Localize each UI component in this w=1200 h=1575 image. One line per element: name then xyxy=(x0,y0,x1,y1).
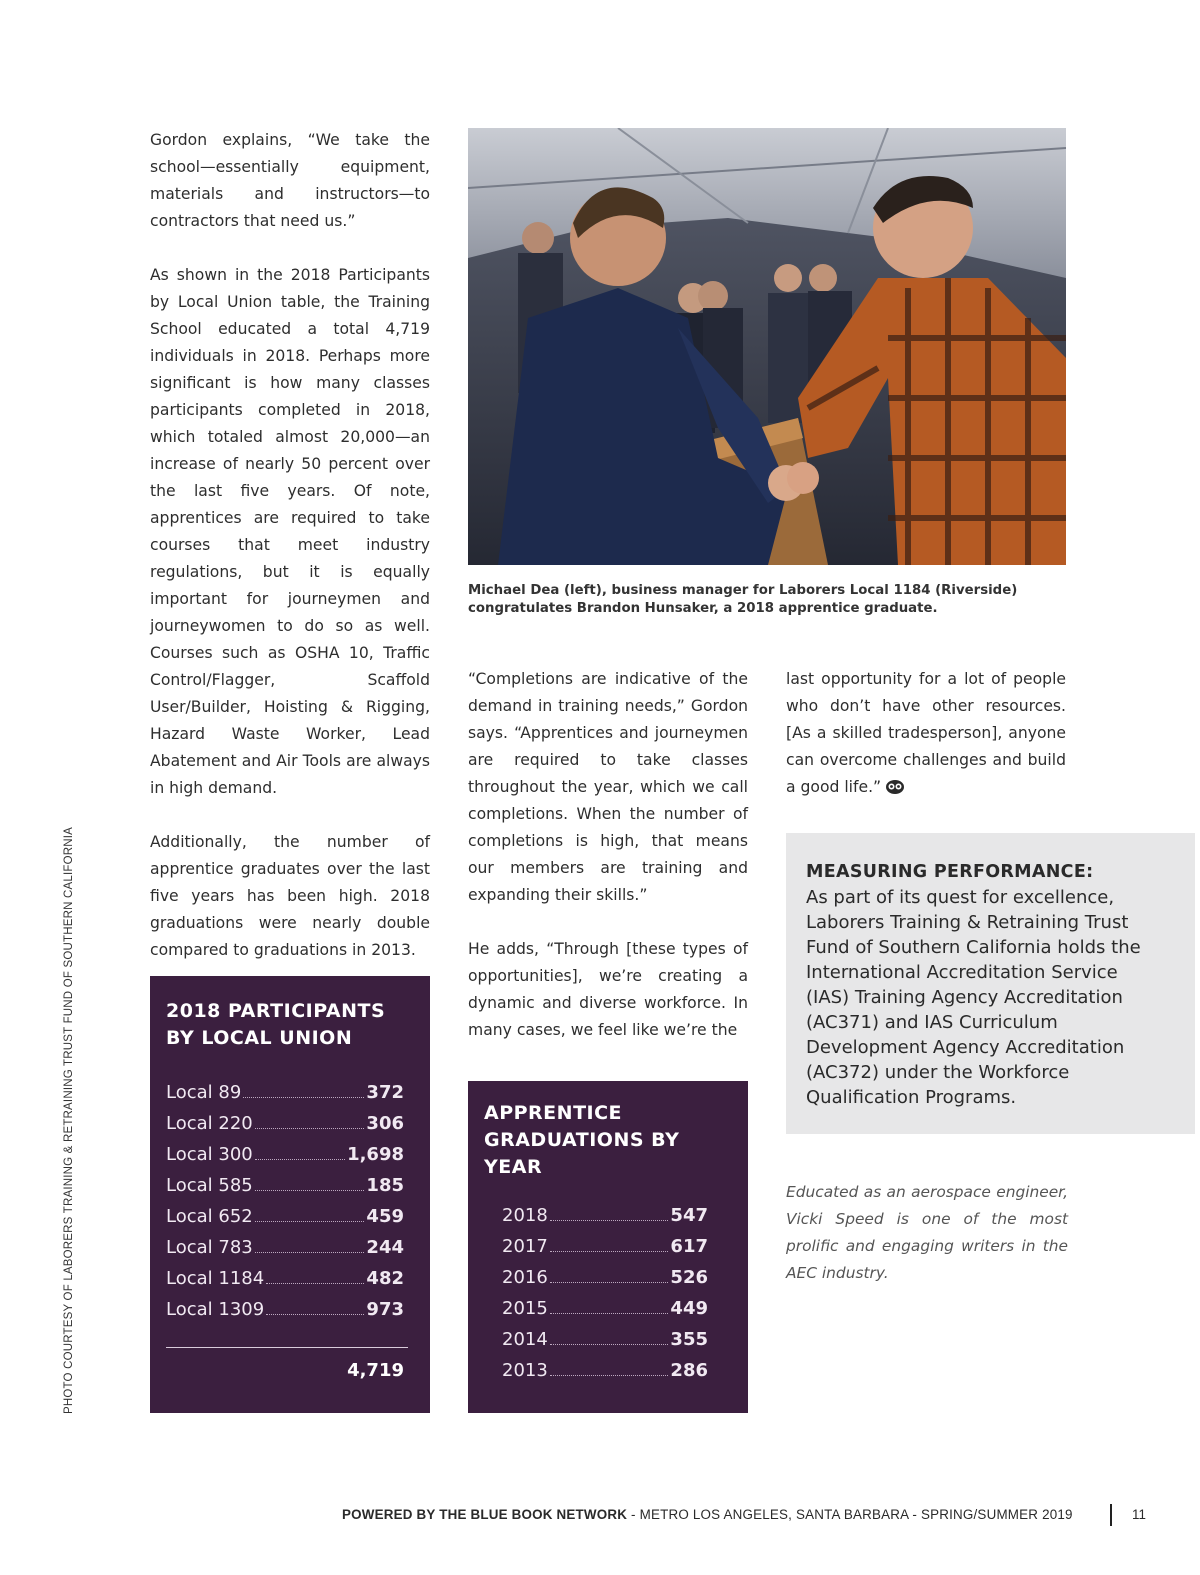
stat-value: 526 xyxy=(670,1267,708,1288)
article-column-3 xyxy=(786,666,1066,801)
dot-leader xyxy=(550,1282,669,1283)
stat-value: 547 xyxy=(670,1205,708,1226)
measuring-heading: MEASURING PERFORMANCE: xyxy=(806,862,1094,882)
footer xyxy=(342,1507,1090,1522)
stat-row xyxy=(502,1298,708,1329)
stat-value: 973 xyxy=(366,1299,404,1320)
stat-row xyxy=(166,1299,404,1330)
participants-total: 4,719 xyxy=(347,1360,404,1381)
stat-value: 1,698 xyxy=(347,1144,404,1165)
stat-row xyxy=(166,1206,404,1237)
article-paragraph: Gordon explains, “We take the school—essentially equipment, materials and instructors—to contractors that need us.” xyxy=(150,131,430,230)
stat-value: 372 xyxy=(366,1082,404,1103)
photo-illustration xyxy=(468,128,1066,565)
article-paragraph: “Completions are indicative of the demand in training needs,” Gordon says. “Apprentices and journeymen are required to take classes throughout the year, which we call completions. When the number of completions is high, that means our members are training and expanding their skills.” xyxy=(468,670,748,904)
stat-row xyxy=(502,1267,708,1298)
stat-value: 244 xyxy=(366,1237,404,1258)
article-paragraph-text: last opportunity for a lot of people who don’t have other resources. [As a skilled tradesperson], anyone can overcome challenges and build a good life.” xyxy=(786,670,1066,796)
stat-row xyxy=(166,1113,404,1144)
participants-list xyxy=(166,1082,404,1330)
stat-row xyxy=(166,1082,404,1113)
article-paragraph: As shown in the 2018 Participants by Local Union table, the Training School educated a total 4,719 individuals in 2018. Perhaps more significant is how many classes participants completed in 2018, which totaled almost 20,000—an increase of nearly 50 percent over the last five years. Of note, apprentices are required to take courses that meet industry regulations, but it is equally important for journeymen and journeywomen to do so as well. Courses such as OSHA 10, Traffic Control/Flagger, Scaffold User/Builder, Hoisting & Rigging, Hazard Waste Worker, Lead Abatement and Air Tools are always in high demand. xyxy=(150,266,430,797)
measuring-performance-box xyxy=(786,833,1195,1134)
stat-label: 2015 xyxy=(502,1298,548,1319)
stat-row xyxy=(502,1329,708,1360)
dot-leader xyxy=(550,1251,669,1252)
footer-edition: - METRO LOS ANGELES, SANTA BARBARA - SPRING/SUMMER 2019 xyxy=(627,1507,1073,1522)
graduations-list xyxy=(502,1205,708,1391)
stat-label: Local 89 xyxy=(166,1082,242,1103)
stat-label: 2014 xyxy=(502,1329,548,1350)
stat-label: Local 652 xyxy=(166,1206,253,1227)
stat-row xyxy=(502,1236,708,1267)
stat-value: 355 xyxy=(670,1329,708,1350)
stat-label: Local 300 xyxy=(166,1144,253,1165)
page-number: 11 xyxy=(1132,1507,1146,1522)
stat-row xyxy=(502,1205,708,1236)
graduation-photo xyxy=(468,128,1066,565)
author-bio: Educated as an aerospace engineer, Vicki Speed is one of the most prolific and engaging writers in the AEC industry. xyxy=(786,1183,1068,1282)
article-column-2 xyxy=(468,666,748,1044)
footer-brand: POWERED BY THE BLUE BOOK NETWORK xyxy=(342,1507,628,1522)
stat-row xyxy=(166,1175,404,1206)
stat-label: 2016 xyxy=(502,1267,548,1288)
dot-leader xyxy=(550,1344,669,1345)
apprentice-graduations-box xyxy=(468,1081,748,1413)
stat-value: 185 xyxy=(366,1175,404,1196)
stat-label: Local 1184 xyxy=(166,1268,265,1289)
stat-label: Local 783 xyxy=(166,1237,253,1258)
dot-leader xyxy=(255,1159,345,1160)
stat-value: 617 xyxy=(670,1236,708,1257)
article-column-1 xyxy=(150,127,430,964)
dot-leader xyxy=(550,1220,669,1221)
stat-label: Local 220 xyxy=(166,1113,253,1134)
total-divider xyxy=(166,1347,408,1348)
photo-credit: PHOTO COURTESY OF LABORERS TRAINING & RETRAINING TRUST FUND OF SOUTHERN CALIFORNIA xyxy=(63,826,75,1414)
footer-separator xyxy=(1110,1504,1112,1526)
dot-leader xyxy=(266,1314,364,1315)
stat-label: 2017 xyxy=(502,1236,548,1257)
stat-value: 449 xyxy=(670,1298,708,1319)
stat-label: 2018 xyxy=(502,1205,548,1226)
measuring-body: As part of its quest for excellence, Laborers Training & Retraining Trust Fund of Southern California holds the International Accreditation Service (IAS) Training Agency Accreditation (AC371) and IAS Curriculum Development Agency Accreditation (AC372) under the Workforce Qualification Programs. xyxy=(806,887,1141,1108)
participants-box-title: 2018 PARTICIPANTS BY LOCAL UNION xyxy=(166,1000,386,1049)
dot-leader xyxy=(255,1221,365,1222)
dot-leader xyxy=(255,1190,365,1191)
stat-row xyxy=(166,1144,404,1175)
dot-leader xyxy=(266,1283,364,1284)
dot-leader xyxy=(243,1097,364,1098)
stat-label: 2013 xyxy=(502,1360,548,1381)
owl-end-mark-icon xyxy=(885,779,905,795)
stat-row xyxy=(166,1237,404,1268)
dot-leader xyxy=(255,1128,365,1129)
stat-value: 459 xyxy=(366,1206,404,1227)
article-paragraph: Additionally, the number of apprentice graduates over the last five years has been high. 2018 graduations were nearly double compared to graduations in 2013. xyxy=(150,833,430,959)
stat-value: 482 xyxy=(366,1268,404,1289)
article-paragraph xyxy=(786,666,1066,801)
stat-label: Local 585 xyxy=(166,1175,253,1196)
dot-leader xyxy=(550,1375,669,1376)
stat-row xyxy=(166,1268,404,1299)
dot-leader xyxy=(550,1313,669,1314)
participants-by-local-union-box xyxy=(150,976,430,1413)
photo-caption: Michael Dea (left), business manager for Laborers Local 1184 (Riverside) congratulates Brandon Hunsaker, a 2018 apprentice graduate. xyxy=(468,583,1018,616)
stat-label: Local 1309 xyxy=(166,1299,265,1320)
stat-value: 306 xyxy=(366,1113,404,1134)
stat-value: 286 xyxy=(670,1360,708,1381)
dot-leader xyxy=(255,1252,365,1253)
graduations-box-title: APPRENTICE GRADUATIONS BY YEAR xyxy=(484,1102,680,1178)
stat-row xyxy=(502,1360,708,1391)
article-paragraph: He adds, “Through [these types of opportunities], we’re creating a dynamic and diverse workforce. In many cases, we feel like we’re the xyxy=(468,940,748,1039)
